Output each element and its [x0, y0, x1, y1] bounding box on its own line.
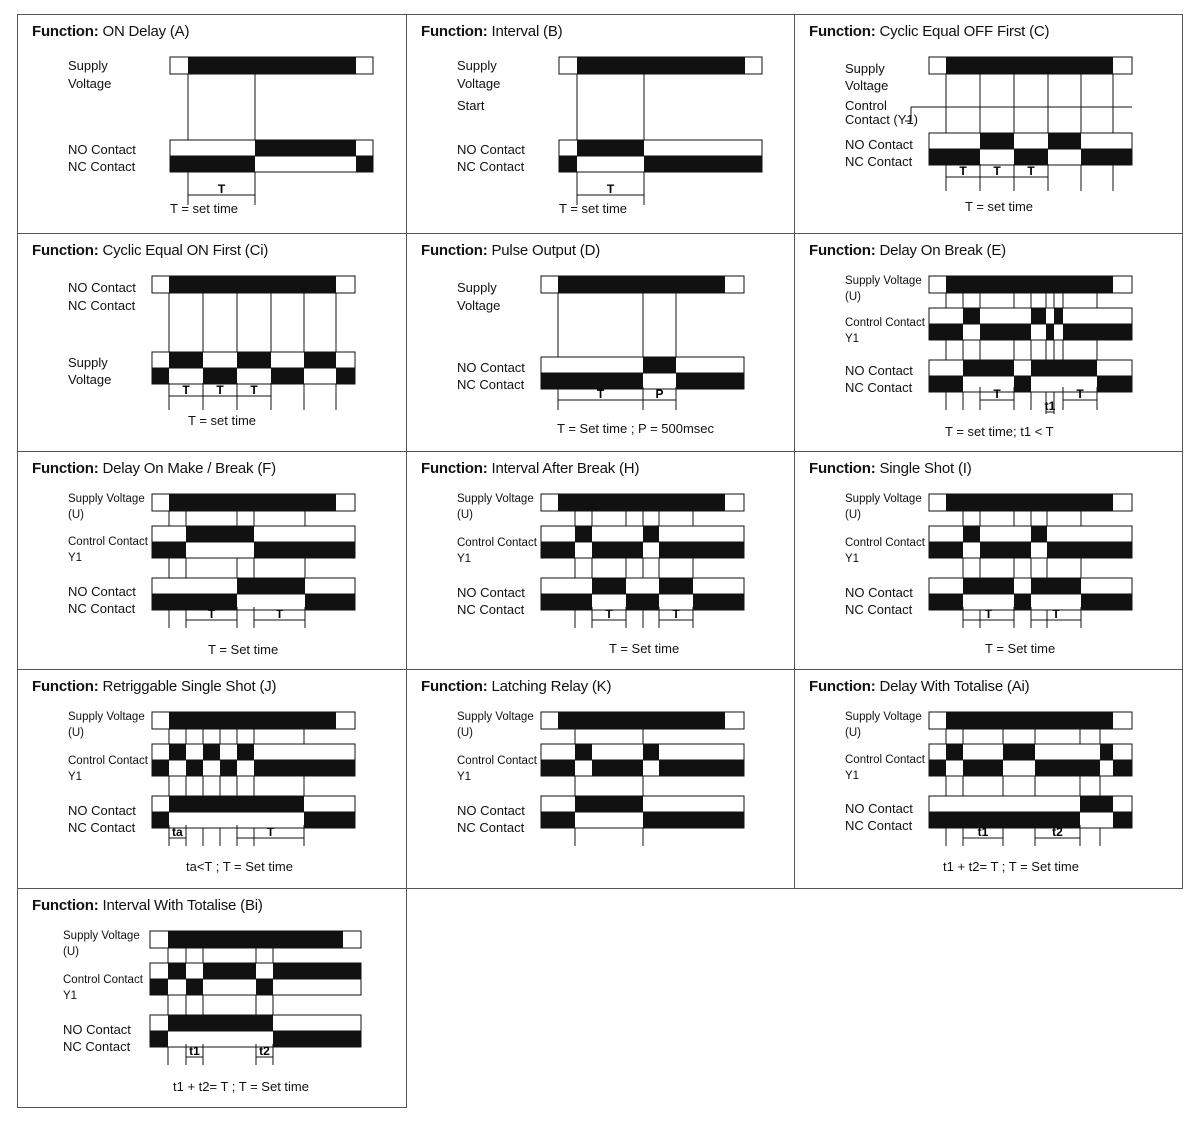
signal-label: Supply	[457, 280, 497, 295]
function-name: Pulse Output (D)	[491, 242, 600, 259]
wave-1-nc-on-0	[929, 760, 946, 776]
signal-label: NC Contact	[68, 298, 136, 313]
wave-1-nc-on-0	[929, 542, 963, 558]
signal-label: Control Contact	[457, 755, 537, 767]
wave-1-nc-on-0	[929, 149, 980, 165]
signal-label: NO Contact	[845, 585, 913, 600]
time-span-label: T	[275, 607, 284, 621]
signal-label: Supply Voltage	[845, 711, 922, 723]
signal-label: (U)	[845, 291, 861, 303]
time-span-label: T	[250, 383, 258, 397]
wave-1-nc-on-0	[152, 542, 186, 558]
signal-label: Y1	[68, 771, 83, 783]
wave-1-nc-on-end	[1047, 542, 1132, 558]
signal-label: NC Contact	[457, 377, 525, 392]
timing-waveform-h	[407, 452, 795, 671]
signal-label: Control	[845, 98, 887, 113]
wave-1-no-on-1	[203, 963, 256, 979]
timing-waveform-bi	[18, 889, 407, 1108]
signal-label: Supply Voltage	[63, 930, 140, 942]
time-span-label: t1	[189, 1044, 200, 1058]
wave-1-nc-on-1	[980, 324, 1031, 340]
signal-label: (U)	[63, 946, 79, 958]
function-name: Retriggable Single Shot (J)	[102, 678, 277, 695]
timing-waveform-i	[795, 452, 1183, 671]
wave-1-no-on-1	[643, 526, 659, 542]
function-note: T = set time; t1 < T	[945, 424, 1054, 439]
timing-functions-grid	[17, 14, 1182, 1108]
function-prefix: Function:	[32, 23, 99, 40]
wave-1-nc-on-0	[170, 156, 255, 172]
wave-0-supply-on	[169, 276, 336, 293]
signal-label: NO Contact	[68, 803, 136, 818]
signal-label: Control Contact	[68, 755, 148, 767]
signal-label: Y1	[63, 990, 78, 1002]
time-span-label: T	[182, 383, 190, 397]
wave-2-no-on-0	[1080, 796, 1113, 812]
time-span-label: t2	[1052, 825, 1063, 839]
wave-1-nc-on-end	[254, 542, 355, 558]
wave-1-nc-on-0	[150, 979, 168, 995]
timing-waveform-ai	[795, 670, 1183, 889]
wave-1-no-on-0	[169, 744, 186, 760]
signal-label: Voltage	[68, 372, 112, 387]
signal-label: Voltage	[68, 76, 112, 91]
wave-0-supply-on	[946, 57, 1113, 74]
wave-2-nc-on-end	[304, 812, 355, 828]
wave-1-nc-on-1	[963, 760, 1003, 776]
signal-label: NO Contact	[68, 584, 136, 599]
function-note: T = Set time	[609, 641, 680, 656]
signal-label: Control Contact	[845, 317, 925, 329]
signal-label: (U)	[845, 509, 861, 521]
function-note: t1 + t2= T ; T = Set time	[173, 1079, 309, 1094]
wave-1-no-on-0	[963, 526, 980, 542]
signal-label: Y1	[845, 553, 860, 565]
signal-label: NC Contact	[457, 602, 525, 617]
signal-label: Supply	[457, 58, 497, 73]
signal-label: Supply Voltage	[457, 493, 534, 505]
wave-1-nc-on-2	[220, 760, 237, 776]
wave-0-supply-on	[946, 494, 1113, 511]
signal-label: NO Contact	[457, 142, 525, 157]
time-span-label: ta	[172, 825, 183, 839]
signal-label: NO Contact	[845, 801, 913, 816]
function-cell-c	[794, 14, 1183, 234]
signal-label: Control Contact	[457, 537, 537, 549]
time-span-label: t1	[977, 825, 989, 839]
wave-1-no-on-1	[237, 352, 271, 368]
signal-label: NC Contact	[63, 1039, 131, 1054]
wave-1-no-on-2	[273, 963, 361, 979]
wave-2-nc-on-1	[626, 594, 659, 610]
function-name: Delay With Totalise (Ai)	[879, 678, 1030, 695]
wave-1-nc-on-0	[559, 156, 577, 172]
time-span-label: T	[596, 387, 605, 401]
wave-2-nc-on-end	[305, 594, 355, 610]
function-prefix: Function:	[421, 678, 488, 695]
signal-label: NC Contact	[457, 820, 525, 835]
function-note: T = set time	[559, 201, 628, 216]
wave-2-no-on-0	[963, 360, 1014, 376]
timing-waveform-k	[407, 670, 795, 889]
wave-1-nc-on-end	[676, 373, 744, 389]
wave-2-nc-on-0	[929, 376, 963, 392]
time-span-label: t1	[1044, 399, 1056, 413]
wave-0-supply-on	[577, 57, 745, 74]
wave-2-no-on-0	[592, 578, 626, 594]
signal-label: (U)	[68, 509, 84, 521]
wave-1-nc-on-end	[659, 542, 744, 558]
wave-1-no-on-2	[304, 352, 336, 368]
wave-1-nc-on-end	[644, 156, 762, 172]
wave-1-no-on-1	[203, 744, 220, 760]
wave-2-no-on-0	[237, 578, 305, 594]
signal-label: NC Contact	[845, 818, 913, 833]
signal-label: Y1	[457, 553, 472, 565]
signal-label: NO Contact	[845, 363, 913, 378]
function-cell-k	[406, 669, 795, 889]
control-contact-line	[905, 107, 1132, 121]
function-prefix: Function:	[809, 23, 876, 40]
function-prefix: Function:	[809, 460, 876, 477]
function-cell-d	[406, 233, 795, 453]
time-span-label: T	[993, 164, 1001, 178]
wave-2-no-on-0	[575, 796, 643, 812]
function-cell-ci	[17, 233, 407, 453]
wave-1-nc-on-0	[929, 324, 963, 340]
function-prefix: Function:	[421, 242, 488, 259]
function-note: T = set time	[170, 201, 239, 216]
wave-1-nc-on-1	[186, 979, 203, 995]
wave-1-no-on-2	[1054, 308, 1063, 324]
signal-label: (U)	[68, 727, 84, 739]
wave-2-nc-on-end	[1081, 594, 1132, 610]
signal-label: Y1	[457, 771, 472, 783]
wave-1-nc-on-1	[203, 368, 237, 384]
signal-label: Supply	[68, 58, 108, 73]
function-cell-e	[794, 233, 1183, 453]
function-prefix: Function:	[32, 897, 99, 914]
signal-label: NO Contact	[457, 585, 525, 600]
wave-1-no-on-0	[255, 140, 356, 156]
function-name: Latching Relay (K)	[491, 678, 612, 695]
wave-2-nc-on-1	[1014, 594, 1031, 610]
time-span-label: T	[217, 182, 226, 196]
wave-1-nc-on-0	[541, 542, 575, 558]
time-span-label: T	[207, 607, 216, 621]
wave-1-no-on-2	[1100, 744, 1113, 760]
signal-label: Voltage	[457, 76, 501, 91]
wave-1-nc-on-0	[541, 373, 643, 389]
function-note: T = set time	[188, 413, 257, 428]
wave-1-no-on-0	[963, 308, 980, 324]
signal-label: NC Contact	[68, 601, 136, 616]
signal-label: Supply	[845, 61, 885, 76]
time-span-label: T	[959, 164, 967, 178]
wave-0-supply-on	[946, 712, 1113, 729]
wave-1-nc-on-0	[152, 368, 169, 384]
time-span-label: T	[216, 383, 224, 397]
wave-2-nc-on-end	[643, 812, 744, 828]
wave-1-nc-on-2	[1035, 760, 1100, 776]
signal-label: NO Contact	[63, 1022, 131, 1037]
function-cell-i	[794, 451, 1183, 671]
time-span-label: T	[1076, 387, 1084, 401]
wave-1-nc-on-0	[152, 760, 169, 776]
wave-1-no-on-0	[946, 744, 963, 760]
wave-2-nc-on-0	[929, 594, 963, 610]
wave-1-nc-on-end	[659, 760, 744, 776]
wave-1-no-on-1	[1048, 133, 1081, 149]
function-note: T = set time	[965, 199, 1034, 214]
wave-1-no-on-0	[575, 744, 592, 760]
signal-label: (U)	[845, 727, 861, 739]
function-note: T = Set time	[208, 642, 279, 657]
timing-waveform-f	[18, 452, 407, 671]
signal-label: NC Contact	[845, 380, 913, 395]
wave-1-nc-on-end	[336, 368, 355, 384]
timing-waveform-j	[18, 670, 407, 889]
function-cell-h	[406, 451, 795, 671]
time-span-label: T	[1027, 164, 1035, 178]
wave-2-nc-on-end	[1113, 812, 1132, 828]
wave-0-supply-on	[558, 276, 725, 293]
signal-label: NO Contact	[845, 137, 913, 152]
signal-label: NC Contact	[845, 602, 913, 617]
wave-2-nc-on-0	[541, 812, 575, 828]
signal-label: Y1	[845, 770, 860, 782]
wave-0-supply-on	[169, 712, 336, 729]
wave-1-nc-on-2	[256, 979, 273, 995]
function-name: Single Shot (I)	[879, 460, 972, 477]
wave-1-no-on-0	[168, 963, 186, 979]
wave-1-no-on-2	[237, 744, 254, 760]
wave-2-no-on-1	[1031, 360, 1097, 376]
wave-1-no-on-0	[575, 526, 592, 542]
signal-label: Start	[457, 98, 485, 113]
wave-2-no-on-0	[963, 578, 1014, 594]
wave-0-supply-on	[168, 931, 343, 948]
function-note: ta<T ; T = Set time	[186, 859, 293, 874]
time-span-label: T	[993, 387, 1001, 401]
wave-1-no-on-1	[643, 744, 659, 760]
signal-label: Supply Voltage	[845, 493, 922, 505]
wave-1-no-on-0	[980, 133, 1014, 149]
signal-label: Supply	[68, 355, 108, 370]
wave-2-no-on-0	[168, 1015, 273, 1031]
function-cell-bi	[17, 888, 407, 1108]
function-prefix: Function:	[421, 23, 488, 40]
wave-1-nc-on-0	[541, 760, 575, 776]
wave-1-nc-on-end	[1113, 760, 1132, 776]
signal-label: NC Contact	[845, 154, 913, 169]
wave-2-nc-on-0	[541, 594, 592, 610]
time-span-label: T	[605, 607, 613, 621]
signal-label: Supply Voltage	[457, 711, 534, 723]
wave-1-no-on-0	[169, 352, 203, 368]
wave-1-nc-on-end	[356, 156, 373, 172]
function-name: Delay On Break (E)	[879, 242, 1006, 259]
wave-2-nc-on-1	[1014, 376, 1031, 392]
time-span-label: T	[672, 607, 680, 621]
time-span-label: T	[1052, 607, 1060, 621]
time-span-label: T	[266, 825, 275, 839]
function-name: Cyclic Equal ON First (Ci)	[102, 242, 269, 259]
signal-label: Contact (Y1)	[845, 112, 918, 127]
signal-label: Control Contact	[68, 536, 148, 548]
signal-label: Supply Voltage	[68, 711, 145, 723]
wave-2-no-on-1	[1031, 578, 1081, 594]
wave-2-nc-on-0	[152, 812, 169, 828]
function-name: Interval (B)	[491, 23, 563, 40]
wave-1-nc-on-1	[980, 542, 1031, 558]
wave-2-nc-on-end	[273, 1031, 361, 1047]
function-cell-a	[17, 14, 407, 234]
function-name: Interval After Break (H)	[491, 460, 640, 477]
signal-label: Voltage	[845, 78, 889, 93]
wave-1-nc-on-1	[1014, 149, 1048, 165]
signal-label: NO Contact	[68, 280, 136, 295]
time-span-label: T	[606, 182, 615, 196]
function-cell-b	[406, 14, 795, 234]
function-prefix: Function:	[421, 460, 488, 477]
function-prefix: Function:	[32, 460, 99, 477]
function-prefix: Function:	[809, 242, 876, 259]
function-cell-f	[17, 451, 407, 671]
signal-label: Control Contact	[845, 537, 925, 549]
function-prefix: Function:	[32, 242, 99, 259]
wave-0-supply-on	[169, 494, 336, 511]
wave-2-nc-on-end	[693, 594, 744, 610]
wave-2-no-on-1	[659, 578, 693, 594]
signal-label: NO Contact	[68, 142, 136, 157]
function-note: t1 + t2= T ; T = Set time	[943, 859, 1079, 874]
signal-label: Voltage	[457, 298, 501, 313]
time-span-label: t2	[259, 1044, 270, 1058]
signal-label: Supply Voltage	[845, 275, 922, 287]
signal-label: Y1	[68, 552, 83, 564]
signal-label: Control Contact	[63, 974, 143, 986]
wave-1-no-on-0	[643, 357, 676, 373]
wave-1-nc-on-end	[1081, 149, 1132, 165]
function-name: Cyclic Equal OFF First (C)	[879, 23, 1050, 40]
time-span-label: T	[984, 607, 993, 621]
signal-label: NC Contact	[68, 820, 136, 835]
signal-label: (U)	[457, 509, 473, 521]
wave-1-no-on-0	[186, 526, 254, 542]
function-name: Interval With Totalise (Bi)	[102, 897, 263, 914]
signal-label: NC Contact	[457, 159, 525, 174]
signal-label: NO Contact	[457, 360, 525, 375]
function-cell-j	[17, 669, 407, 889]
function-name: ON Delay (A)	[102, 23, 190, 40]
wave-1-nc-on-2	[271, 368, 304, 384]
signal-label: NC Contact	[68, 159, 136, 174]
wave-1-no-on-0	[577, 140, 644, 156]
function-cell-ai	[794, 669, 1183, 889]
wave-1-nc-on-1	[592, 760, 643, 776]
wave-0-supply-on	[946, 276, 1113, 293]
wave-0-supply-on	[558, 712, 725, 729]
time-span-label: P	[655, 387, 664, 401]
wave-1-no-on-1	[1003, 744, 1035, 760]
signal-label: Y1	[845, 333, 860, 345]
wave-0-supply-on	[558, 494, 725, 511]
wave-1-no-on-1	[1031, 526, 1047, 542]
signal-label: Supply Voltage	[68, 493, 145, 505]
signal-label: Control Contact	[845, 754, 925, 766]
wave-0-supply-on	[188, 57, 356, 74]
wave-2-nc-on-end	[1097, 376, 1132, 392]
wave-2-nc-on-0	[152, 594, 237, 610]
wave-1-nc-on-2	[1046, 324, 1054, 340]
signal-label: NO Contact	[457, 803, 525, 818]
wave-1-nc-on-1	[186, 760, 203, 776]
function-prefix: Function:	[32, 678, 99, 695]
timing-waveform-e	[795, 234, 1183, 453]
wave-1-nc-on-end	[254, 760, 355, 776]
function-name: Delay On Make / Break (F)	[102, 460, 276, 477]
wave-2-nc-on-0	[150, 1031, 168, 1047]
function-note: T = Set time	[985, 641, 1056, 656]
function-prefix: Function:	[809, 678, 876, 695]
signal-label: (U)	[457, 727, 473, 739]
wave-1-nc-on-1	[592, 542, 643, 558]
function-note: T = Set time ; P = 500msec	[557, 421, 715, 436]
wave-1-nc-on-end	[1063, 324, 1132, 340]
wave-1-no-on-1	[1031, 308, 1046, 324]
wave-2-no-on-0	[169, 796, 304, 812]
